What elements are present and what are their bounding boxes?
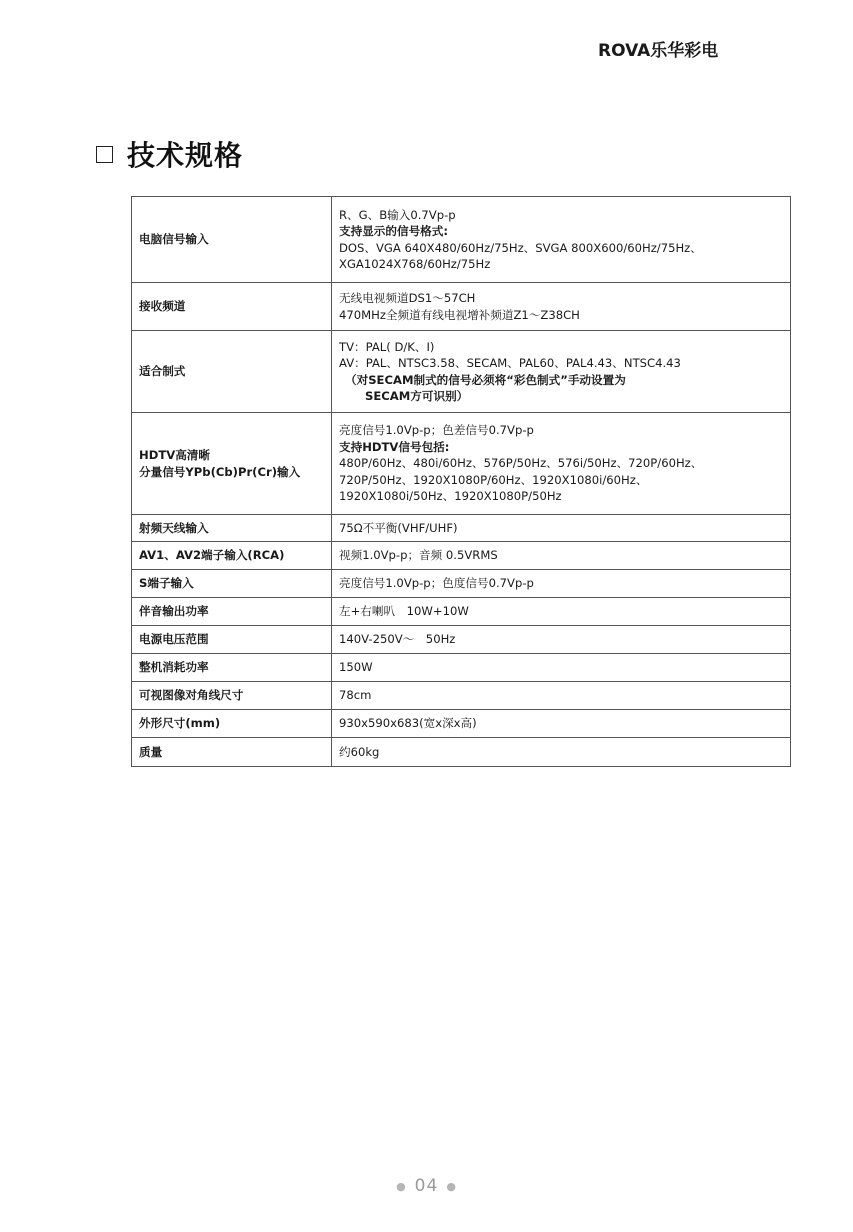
- spec-value: [332, 626, 791, 654]
- page-title: 技术规格: [127, 139, 244, 172]
- spec-value: [332, 738, 791, 767]
- spec-label: 射频天线输入: [132, 515, 332, 542]
- spec-line: SECAM方可识别）: [365, 389, 469, 403]
- spec-line: （对SECAM制式的信号必须将“彩色制式”手动设置为: [345, 372, 626, 387]
- spec-line: XGA1024X768/60Hz/75Hz: [339, 257, 491, 271]
- spec-line: R、G、B输入0.7Vp-p: [339, 207, 456, 222]
- spec-value: [332, 598, 791, 626]
- table-row: [132, 542, 791, 570]
- table-row: [132, 283, 791, 331]
- spec-label-line: 分量信号YPb(Cb)Pr(Cr)输入: [139, 464, 301, 479]
- spec-label: 可视图像对角线尺寸: [132, 682, 332, 710]
- table-row: [132, 710, 791, 738]
- checkbox-square-icon: [96, 146, 113, 163]
- table-row: [132, 626, 791, 654]
- table-row: [132, 515, 791, 542]
- dot-icon: ●: [446, 1179, 457, 1193]
- table-row: [132, 654, 791, 682]
- spec-label: 电源电压范围: [132, 626, 332, 654]
- dot-icon: ●: [396, 1179, 407, 1193]
- spec-line: 约60kg: [339, 744, 380, 759]
- table-row: [132, 331, 791, 413]
- spec-value: [332, 654, 791, 682]
- spec-line: 930x590x683(宽x深x高): [339, 716, 477, 731]
- spec-label: S端子输入: [132, 570, 332, 598]
- spec-label: [132, 413, 332, 515]
- spec-line: 470MHz全频道有线电视增补频道Z1～Z38CH: [339, 307, 580, 322]
- section-heading: [96, 134, 243, 174]
- brand-logo: ROVA乐华彩电: [598, 41, 719, 61]
- spec-line: 支持HDTV信号包括:: [339, 439, 450, 454]
- spec-line: 480P/60Hz、480i/60Hz、576P/50Hz、576i/50Hz、720P/60Hz、: [339, 456, 703, 471]
- table-row: [132, 197, 791, 283]
- spec-value: [332, 682, 791, 710]
- spec-line: 150W: [339, 660, 373, 675]
- specifications-table: [131, 196, 791, 767]
- spec-label: 整机消耗功率: [132, 654, 332, 682]
- spec-label: 电脑信号输入: [132, 197, 332, 283]
- spec-line: TV：PAL( D/K、I): [339, 339, 435, 354]
- table-row: [132, 413, 791, 515]
- spec-label: 伴音输出功率: [132, 598, 332, 626]
- spec-line: 720P/50Hz、1920X1080P/60Hz、1920X1080i/60Hz、: [339, 472, 648, 487]
- spec-value: [332, 413, 791, 515]
- spec-value: [332, 570, 791, 598]
- spec-line: 140V-250V～ 50Hz: [339, 632, 456, 647]
- spec-label: AV1、AV2端子输入(RCA): [132, 542, 332, 570]
- spec-label: 适合制式: [132, 331, 332, 413]
- spec-line: 左+右喇叭 10W+10W: [339, 604, 469, 619]
- spec-line: 支持显示的信号格式:: [339, 224, 448, 238]
- spec-label-line: HDTV高清晰: [139, 448, 210, 462]
- spec-line: 75Ω不平衡(VHF/UHF): [339, 520, 458, 535]
- table-row: [132, 570, 791, 598]
- table-row: [132, 598, 791, 626]
- spec-value: [332, 197, 791, 283]
- spec-value: [332, 542, 791, 570]
- spec-line: DOS、VGA 640X480/60Hz/75Hz、SVGA 800X600/60Hz/75Hz、: [339, 240, 702, 255]
- spec-label: 接收频道: [132, 283, 332, 331]
- page-number: [0, 1176, 853, 1196]
- spec-line: AV：PAL、NTSC3.58、SECAM、PAL60、PAL4.43、NTSC4.43: [339, 356, 681, 370]
- spec-line: 亮度信号1.0Vp-p；色差信号0.7Vp-p: [339, 423, 534, 438]
- spec-line: 视频1.0Vp-p；音频 0.5VRMS: [339, 548, 498, 563]
- spec-line: 无线电视频道DS1～57CH: [339, 291, 476, 305]
- spec-label: 外形尺寸(mm): [132, 710, 332, 738]
- spec-line: 亮度信号1.0Vp-p；色度信号0.7Vp-p: [339, 576, 534, 591]
- spec-line: 1920X1080i/50Hz、1920X1080P/50Hz: [339, 489, 562, 504]
- page-number-text: 04: [414, 1176, 439, 1196]
- table-row: [132, 738, 791, 767]
- spec-value: [332, 710, 791, 738]
- spec-value: [332, 331, 791, 413]
- table-row: [132, 682, 791, 710]
- spec-value: [332, 283, 791, 331]
- spec-line: 78cm: [339, 688, 372, 703]
- spec-label: 质量: [132, 738, 332, 767]
- spec-value: [332, 515, 791, 542]
